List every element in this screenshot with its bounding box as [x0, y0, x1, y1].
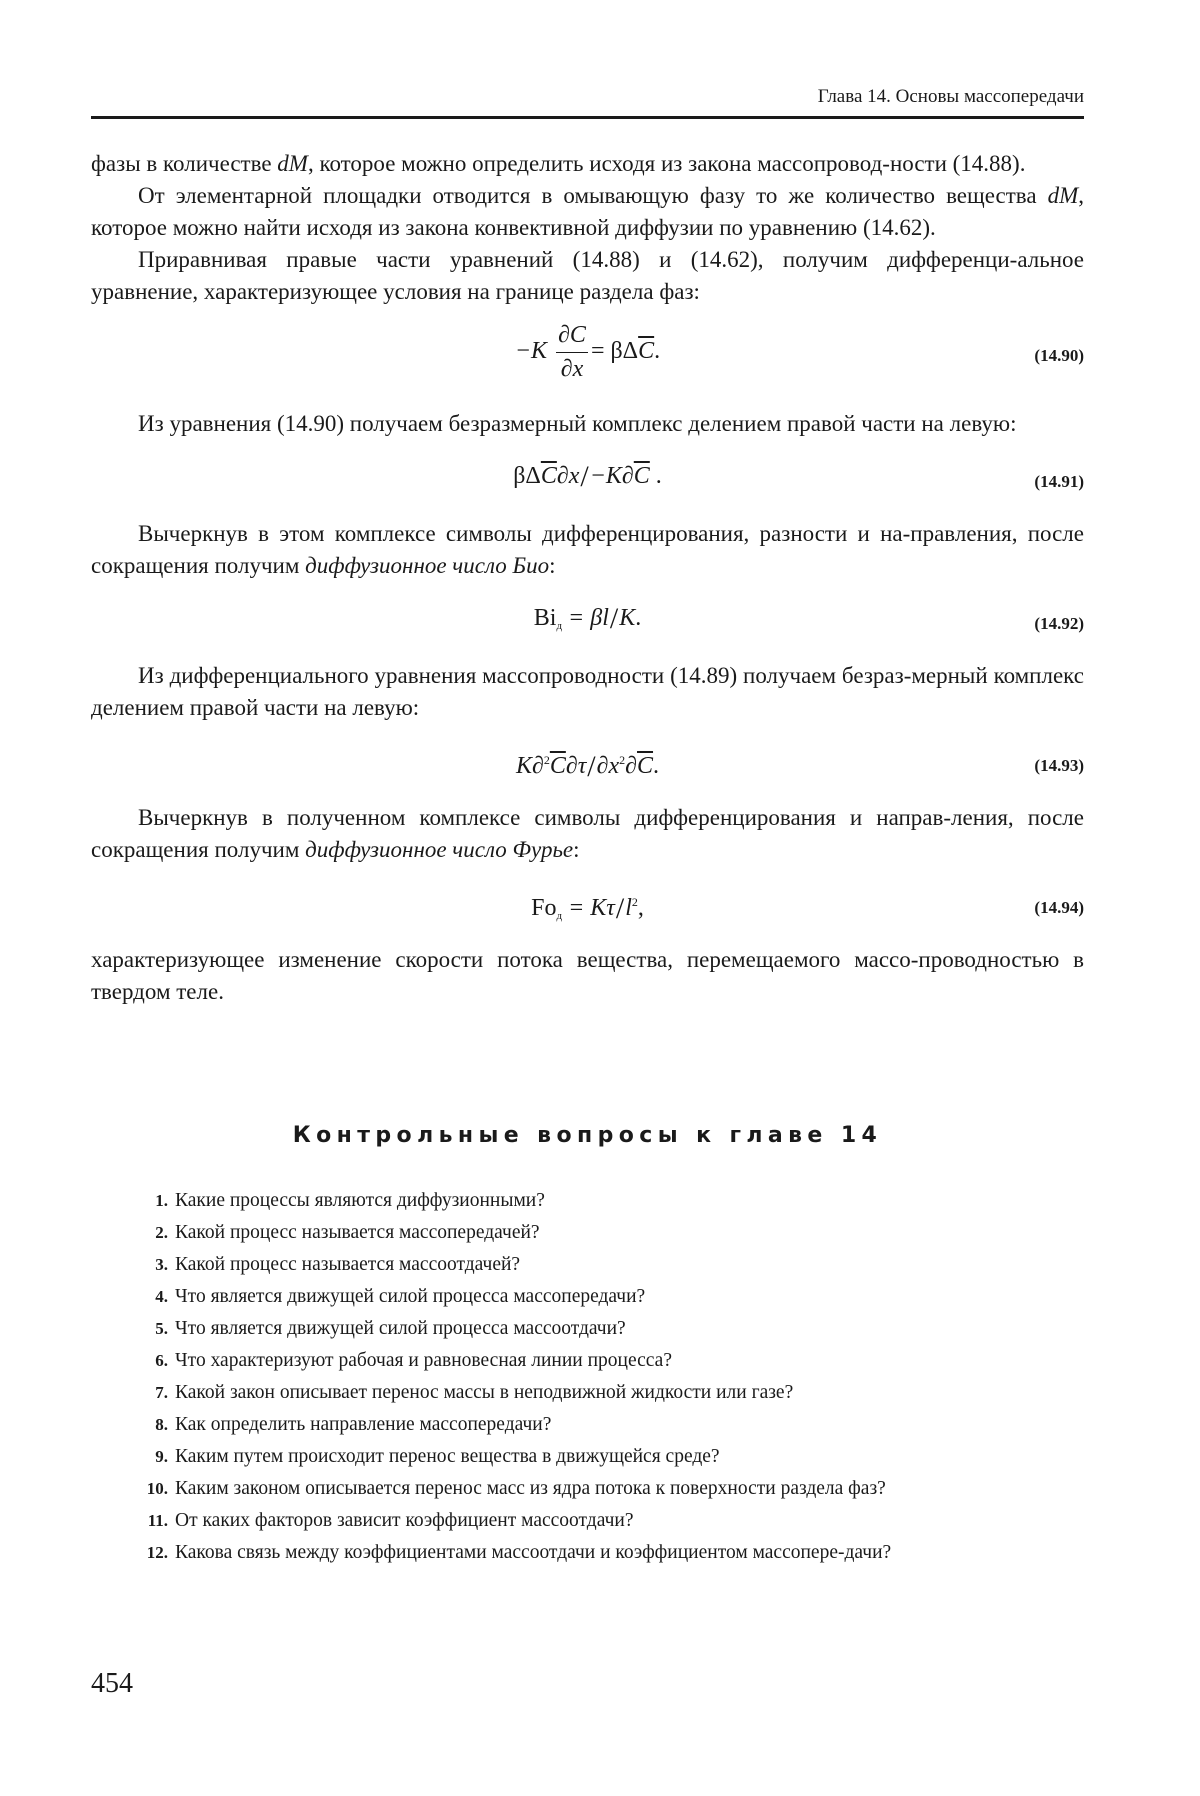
equation-number: (14.94): [1034, 892, 1084, 924]
paragraph-3: Приравнивая правые части уравнений (14.88) и (14.62), получим дифференци-альное уравнение, характеризующее условия на границе раздела фаз:: [91, 244, 1084, 308]
equation-number: (14.91): [1034, 466, 1084, 498]
list-item: 11. От каких факторов зависит коэффициент массоотдачи?: [139, 1508, 1084, 1533]
equation-14-92: [91, 590, 1084, 650]
equation-14-94: [91, 874, 1084, 934]
list-item: 6. Что характеризуют рабочая и равновесная линии процесса?: [139, 1348, 1084, 1373]
list-item: 8. Как определить направление массопередачи?: [139, 1412, 1084, 1437]
equation-14-93: [91, 732, 1084, 792]
list-item: 10. Каким законом описывается перенос масс из ядра потока к поверхности раздела фаз?: [139, 1476, 1084, 1501]
equation-number: (14.90): [1034, 340, 1084, 372]
section-title: Контрольные вопросы к главе 14: [91, 1123, 1084, 1148]
paragraph-5: Вычеркнув в этом комплексе символы дифференцирования, разности и на-правления, после сокращения получим диффузионное число Био:: [91, 518, 1084, 582]
equation-14-93-formula: K∂2C∂τ/∂x2∂C.: [91, 744, 1084, 783]
paragraph-2: От элементарной площадки отводится в омывающую фазу то же количество вещества dM, которое можно найти исходя из закона конвективной диффузии по уравнению (14.62).: [91, 180, 1084, 244]
list-item: 4. Что является движущей силой процесса массопередачи?: [139, 1284, 1084, 1309]
paragraph-7: Вычеркнув в полученном комплексе символы дифференцирования и направ-ления, после сокращения получим диффузионное число Фурье:: [91, 802, 1084, 866]
book-page: [91, 0, 1084, 1796]
equation-number: (14.92): [1034, 608, 1084, 640]
running-head: Глава 14. Основы массопередачи: [818, 86, 1084, 108]
equation-14-94-formula: Foд = Kτ/l2,: [91, 886, 1084, 932]
list-item: 9. Каким путем происходит перенос вещества в движущейся среде?: [139, 1444, 1084, 1469]
equation-14-90-formula: −K ∂C ∂x = βΔC.: [91, 320, 1084, 385]
body-text: [91, 146, 1084, 1008]
list-item: 1. Какие процессы являются диффузионными?: [139, 1188, 1084, 1213]
equation-number: (14.93): [1034, 750, 1084, 782]
list-item: 5. Что является движущей силой процесса массоотдачи?: [139, 1316, 1084, 1341]
page-number: 454: [91, 1668, 133, 1700]
list-item: 3. Какой процесс называется массоотдачей?: [139, 1252, 1084, 1277]
equation-14-90: [91, 312, 1084, 396]
paragraph-8: характеризующее изменение скорости потока вещества, перемещаемого массо-проводностью в твердом теле.: [91, 944, 1084, 1008]
equation-14-91-formula: βΔC∂x/−K∂C .: [91, 460, 1084, 493]
list-item: 2. Какой процесс называется массопередачей?: [139, 1220, 1084, 1245]
questions-list: [139, 1188, 1084, 1572]
list-item: 7. Какой закон описывает перенос массы в неподвижной жидкости или газе?: [139, 1380, 1084, 1405]
paragraph-4: Из уравнения (14.90) получаем безразмерный комплекс делением правой части на левую:: [91, 408, 1084, 440]
fraction: ∂C ∂x: [556, 320, 588, 385]
list-item: 12. Какова связь между коэффициентами массоотдачи и коэффициентом массопере-дачи?: [139, 1540, 1084, 1565]
header-rule: [91, 116, 1084, 119]
paragraph-6: Из дифференциального уравнения массопроводности (14.89) получаем безраз-мерный комплекс делением правой части на левую:: [91, 660, 1084, 724]
equation-14-91: [91, 448, 1084, 508]
equation-14-92-formula: Biд = βl/K.: [91, 602, 1084, 642]
paragraph-1: фазы в количестве dM, которое можно определить исходя из закона массопровод-ности (14.88).: [91, 148, 1084, 180]
